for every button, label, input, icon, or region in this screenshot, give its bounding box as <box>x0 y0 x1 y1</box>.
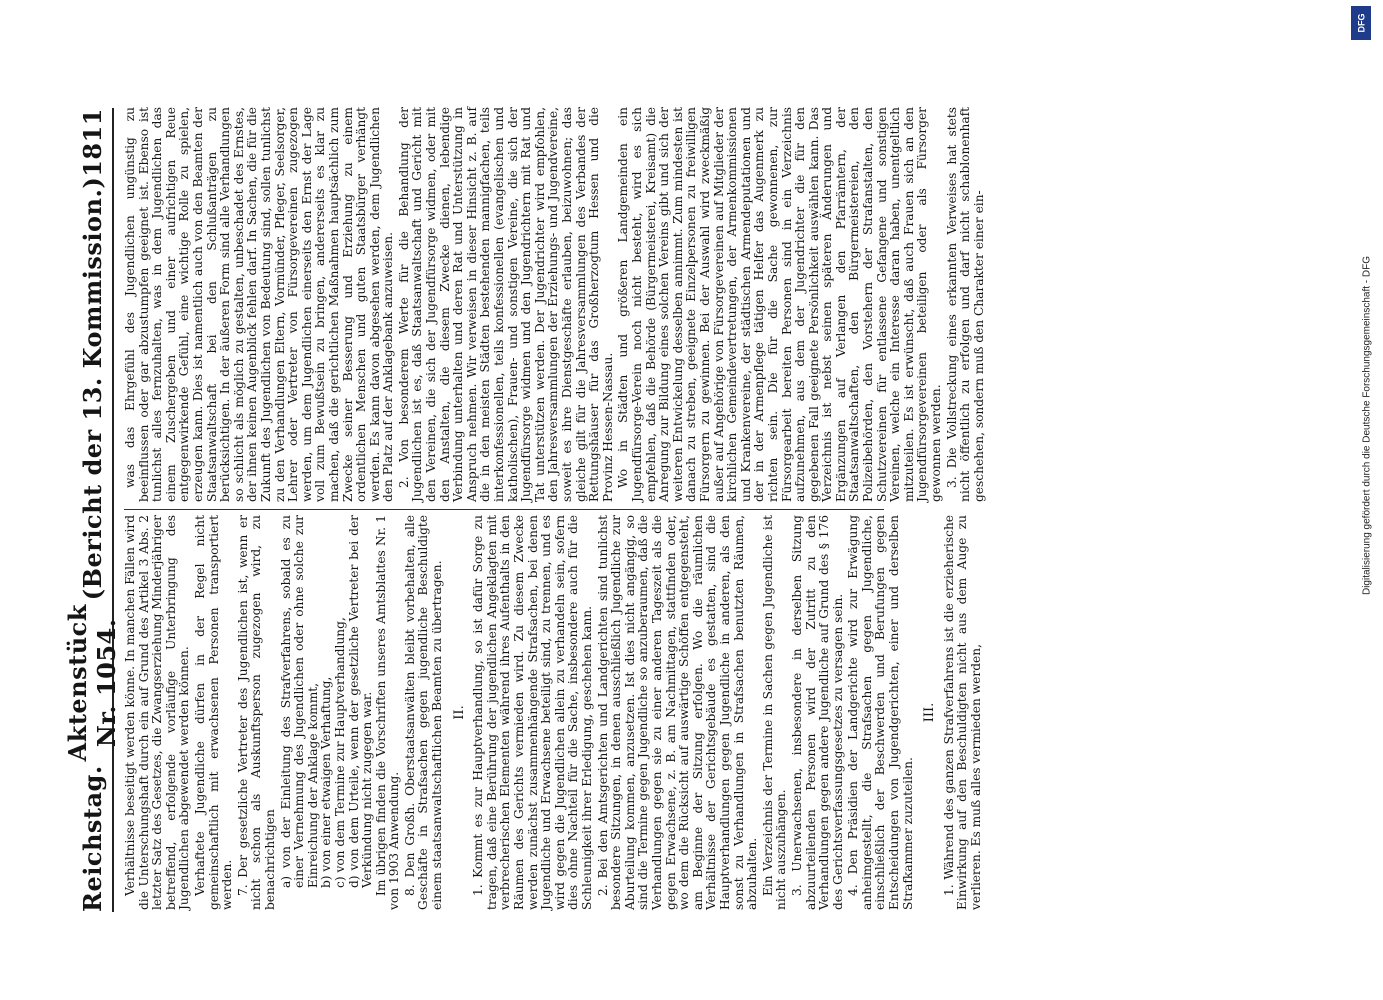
paragraph: 8. Den Großh. Oberstaatsanwälten bleibt vorbehalten, alle Geschäfte in Strafsachen gegen jugendliche Beschuldigte einem staatsanwaltschaftlichen Beamten zu übertragen. <box>402 515 445 910</box>
list-item: b) von einer etwaigen Verhaftung, <box>319 676 334 888</box>
right-column <box>124 107 988 502</box>
list-item: d) von dem Urteile, wenn der gesetzliche Vertreter bei der Verkündung nicht zugegen war. <box>346 515 375 888</box>
section-heading: III. <box>922 702 938 723</box>
column-divider <box>124 509 884 510</box>
left-column <box>124 515 986 910</box>
paragraph: Im übrigen finden die Vorschriften unseres Amtsblattes Nr. 1 von 1903 Anwendung. <box>373 515 402 910</box>
rotated-document-page <box>63 90 1383 930</box>
section-heading: II. <box>451 705 467 720</box>
header-center-right: (Bericht der 13. Kommission.) <box>77 176 107 601</box>
paragraph: was das Ehrgefühl des Jugendlichen ungünstig zu beeinflussen oder gar abzustumpfen geeignet ist. Ebenso ist tunlichst alles fernzuhalten, was in dem Jugendlichen das einem Zuschergeben und einer aufrichtigen Reue entgegenwirkende Gefühl, eine wichtige Rolle zu spielen, erzeugen kann. Dies ist namentlich auch von den Beamten der Staatsanwaltschaft bei den Schlußanträgen zu berücksichtigen. In der äußeren Form sind alle Verhandlungen so schlicht als möglich zu gestalten, unbeschadet des Ernstes, der ihnen keinen Augenblick fehlen darf. In Sachen, die für die Zukunft des Jugendlichen von Bedeutung sind, sollen tunlichst zu den Verhandlungen Eltern, Vormünder, Pfleger, Seelsorger, Lehrer oder Vertreter von Fürsorgevereinen zugezogen werden, um dem Jugendlichen einerseits den Ernst der Lage voll zum Bewußtsein zu bringen, andererseits es klar zu machen, daß die gerichtlichen Maßnahmen hauptsächlich zum Zwecke seiner Besserung und Erziehung zu einem ordentlichen Menschen und guten Staatsbürger verhängt werden. Es kann davon abgesehen werden, dem Jugendlichen den Platz auf der Anklagebank anzuweisen. <box>123 107 396 502</box>
paragraph: Ein Verzeichnis der Termine in Sachen gegen Jugendliche ist nicht auszuhängen. <box>760 515 789 910</box>
paragraph: 3. Die Vollstreckung eines erkannten Verweises hat stets nicht öffentlich zu erfolgen und darf nicht schablonenhaft geschehen, sondern muß den Charakter einer ein- <box>944 107 986 502</box>
paragraph: 3. Unerwachsenen, insbesondere in derselben Sitzung abzuurteilenden Personen wird der Zutritt zu den Verhandlungen gegen andere Jugendliche auf Grund des § 176 des Gerichtsverfassungsgesetzes zu versagen sein. <box>789 515 845 910</box>
digitization-note: Digitalisierung gefördert durch die Deutsche Forschungsgemeinschaft - DFG <box>1361 255 1373 596</box>
paragraph: 4. Den Präsidien der Landgerichte wird zur Erwägung anheimgestellt, die Strafsachen gegen Jugendliche, einschließlich der Beschwerden und Berufungen gegen Entscheidungen von Jugendgerichten, einer und derselben Strafkammer zuzuteilen. <box>846 515 915 910</box>
list-item: a) von der Einleitung des Strafverfahrens, sobald es zu einer Vernehmung des Jugendlichen oder ohne solche zur Einreichung der Anklage kommt, <box>278 515 320 888</box>
paragraph: 7. Der gesetzliche Vertreter des Jugendlichen ist, wenn er nicht schon als Auskunftsperson zugezogen wird, zu benachrichtigen <box>235 515 277 910</box>
paragraph: 1. Während des ganzen Strafverfahrens ist die erzieherische Einwirkung auf den Beschuldigten nicht aus dem Auge zu verlieren. Es muß alles vermieden werden, <box>941 515 984 910</box>
list-item: c) von dem Termine zur Hauptverhandlung, <box>332 617 347 888</box>
paragraph: Verhaftete Jugendliche dürfen in der Regel nicht gemeinschaftlich mit erwachsenen Personen transportiert werden. <box>192 515 235 910</box>
dfg-logo: DFG <box>1351 6 1371 40</box>
page-number: 1811 <box>77 108 107 177</box>
header-center: Aktenstück Nr. 1054. <box>63 604 121 762</box>
paragraph: Verhältnisse beseitigt werden könne. In manchen Fällen wird die Unterschungshaft durch ein auf Grund des Artikel 3 Abs. 2 letzter Satz des Gesetzes, die Zwangserziehung Minderjähriger betreffend, erfolgende vorläufige Unterbringung des Jugendlichen abgewendet werden können. <box>123 515 192 910</box>
page-header <box>63 108 121 912</box>
paragraph: 1. Kommt es zur Hauptverhandlung, so ist dafür Sorge zu tragen, daß eine Berührung der jugendlichen Angeklagten mit verbrecherischen Elementen während ihres Aufenthalts in den Räumen des Gerichts vermieden wird. Zu diesem Zwecke werden zunächst zusammenhängende Strafsachen, bei denen Jugendliche und Erwachsene beteiligt sind, zu trennen, und es wird gegen die Jugendlichen allein zu verhandeln sein, sofern dies ohne Nachteil für die Sache, insbesondere auch für die Schleunigkeit ihrer Erledigung, geschehen kann. <box>471 515 594 910</box>
header-left: Reichstag. <box>77 765 107 912</box>
paragraph: 2. Bei den Amtsgerichten und Landgerichten sind tunlichst besondere Sitzungen, in denen ausschließlich Jugendliche zur Aburteilung kommen, anzusetzen. Ist dies nicht angängig, so sind die Termine gegen Jugendliche so anzuberaumen, daß die Verhandlungen gegen sie zu einer anderen Tageszeit als die gegen Erwachsene, z. B. am Nachmittagen, stattfinden oder, wo dem die Rücksicht auf auswärtige Schöffen entgegensteht, am Beginne der Sitzung erfolgen. Wo die räumlichen Verhältnisse der Gerichtsgebäude es gestatten, sind die Hauptverhandlungen gegen Jugendliche in anderen, als den sonst zu Verhandlungen in Strafsachen benutzten Räumen, abzuhalten. <box>595 515 760 910</box>
paragraph: 2. Von besonderem Werte für die Behandlung der Jugendlichen ist es, daß Staatsanwaltschaft und Gericht mit den Vereinen, die sich der Jugendfürsorge widmen, oder mit den Anstalten, die diesem Zwecke dienen, lebendige Verbindung unterhalten und deren Rat und Unterstützung in Anspruch nehmen. Wir verweisen in dieser Hinsicht z. B. auf die in den meisten Städten bestehenden mannigfachen, teils interkonfessionellen, teils konfessionellen (evangelischen und katholischen), Frauen- und sonstigen Vereine, die sich der Jugendfürsorge widmen und den Jugendrichtern mit Rat und Tat unterstützen werden. Der Jugendrichter wird empfohlen, den Jahresversammlungen der Erziehungs- und Jugendvereine, soweit es ihre Dienstgeschäfte erlauben, beizuwohnen; das gleiche gilt für die Jahresversammlungen des Verbandes der Rettungshäuser für das Großherzogtum Hessen und die Provinz Hessen-Nassau. <box>396 107 615 502</box>
paragraph: Wo in Städten und größeren Landgemeinden ein Jugendfürsorge-Verein noch nicht besteht, wird es sich empfehlen, daß die Behörde (Bürgermeisterei, Kreisamt) die Anregung zur Bildung eines solchen Vereins gibt und sich der weiteren Entwickelung desselben annimmt. Zum mindesten ist danach zu streben, geeignete Einzelpersonen zu freiwilligen Fürsorgern zu gewinnen. Bei der Auswahl wird zweckmäßig außer auf Angehörige von Fürsorgevereinen auf Mitglieder der kirchlichen Gemeindevertretungen, der Armenkommissionen und Krankenvereine, der städtischen Armendeputationen und der in der Armenpflege tätigen Helfer das Augenmerk zu richten sein. Die für die Sache gewonnenen, zur Fürsorgearbeit bereiten Personen sind in ein Verzeichnis aufzunehmen, aus dem der Jugendrichter die für den gegebenen Fall geeignete Persönlichkeit auswählen kann. Das Verzeichnis ist nebst seinen späteren Änderungen und Ergänzungen auf Verlangen den Pfarrämtern, der Staatsanwaltschaften, den Bürgermeistereien, den Polizeibehörden, den Vorstehern der Strafanstalten, den Schutzvereinen für entlassene Gefangene und sonstigen Vereinen, welche ein Interesse daran haben, unentgeltlich mitzuteilen. Es ist erwünscht, daß auch Frauen sich an den Jugendfürsorgevereinen beteiligen oder als Fürsorger gewonnen werden. <box>616 107 944 502</box>
digitization-stamp <box>1355 0 1377 1000</box>
